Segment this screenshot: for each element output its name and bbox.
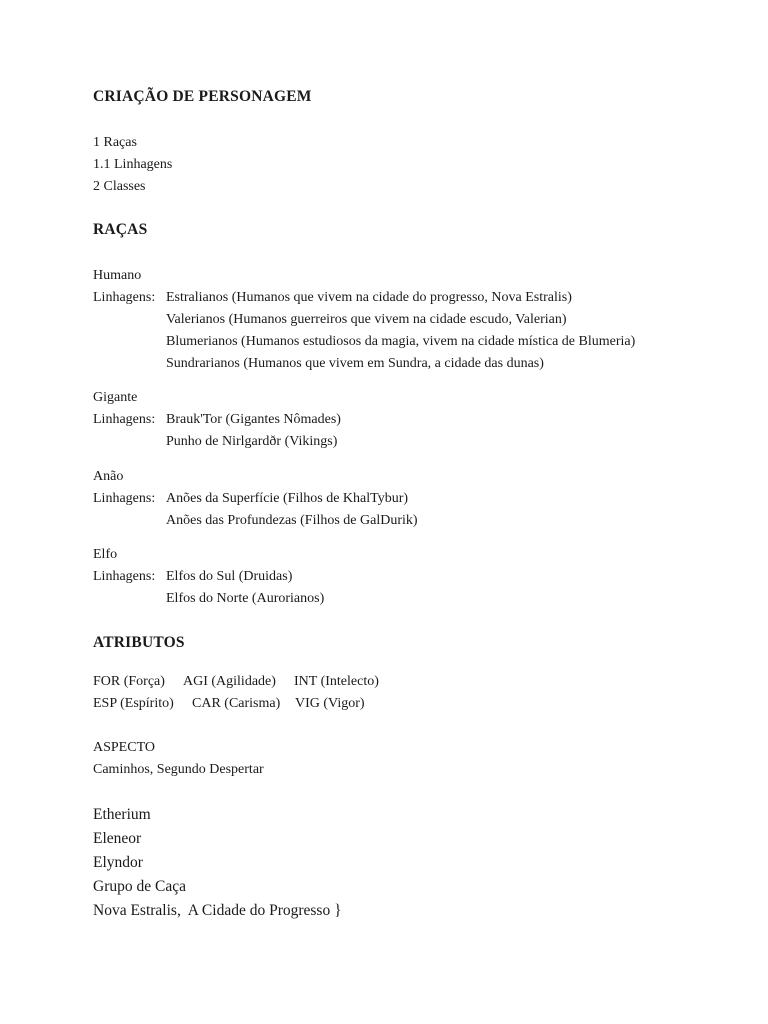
atributos-heading: ATRIBUTOS xyxy=(93,634,185,651)
lineage-item: Blumerianos (Humanos estudiosos da magia, vivem na cidade mística de Blumeria) xyxy=(166,334,636,349)
toc-item: 1 Raças xyxy=(93,135,137,150)
lineages-label: Linhagens: xyxy=(93,491,156,506)
racas-heading: RAÇAS xyxy=(93,221,148,238)
lineages-label: Linhagens: xyxy=(93,569,156,584)
lineage-item: Sundrarianos (Humanos que vivem em Sundra, a cidade das dunas) xyxy=(166,356,544,371)
lineage-item: Valerianos (Humanos guerreiros que vivem na cidade escudo, Valerian) xyxy=(166,312,567,327)
final-list-item: Etherium xyxy=(93,806,151,823)
race-name: Elfo xyxy=(93,547,118,562)
final-list-item: Nova Estralis, A Cidade do Progresso } xyxy=(93,902,342,919)
aspecto-text: Caminhos, Segundo Despertar xyxy=(93,762,264,777)
lineage-item: Anões da Superfície (Filhos de KhalTybur) xyxy=(166,491,409,506)
lineages-label: Linhagens: xyxy=(93,412,156,427)
race-name: Anão xyxy=(93,469,124,484)
lineage-item: Elfos do Norte (Aurorianos) xyxy=(166,591,325,606)
attribute-item: INT (Intelecto) xyxy=(294,674,379,689)
lineage-item: Anões das Profundezas (Filhos de GalDurik) xyxy=(166,513,418,528)
attribute-item: CAR (Carisma) xyxy=(192,696,281,711)
lineages-label: Linhagens: xyxy=(93,290,156,305)
document-title: CRIAÇÃO DE PERSONAGEM xyxy=(93,88,312,105)
toc-item: 2 Classes xyxy=(93,179,146,194)
final-list-item: Elyndor xyxy=(93,854,143,871)
final-list-item: Eleneor xyxy=(93,830,142,847)
attribute-item: ESP (Espírito) xyxy=(93,696,174,711)
attribute-item: AGI (Agilidade) xyxy=(183,674,276,689)
lineage-item: Elfos do Sul (Druidas) xyxy=(166,569,293,584)
race-name: Humano xyxy=(93,268,142,283)
attribute-item: VIG (Vigor) xyxy=(295,696,365,711)
race-name: Gigante xyxy=(93,390,138,405)
final-list-item: Grupo de Caça xyxy=(93,878,186,895)
toc-item: 1.1 Linhagens xyxy=(93,157,173,172)
lineage-item: Punho de Nirlgardðr (Vikings) xyxy=(166,434,338,449)
lineage-item: Brauk'Tor (Gigantes Nômades) xyxy=(166,412,341,427)
attribute-item: FOR (Força) xyxy=(93,674,165,689)
aspecto-heading: ASPECTO xyxy=(93,740,155,755)
lineage-item: Estralianos (Humanos que vivem na cidade do progresso, Nova Estralis) xyxy=(166,290,572,305)
